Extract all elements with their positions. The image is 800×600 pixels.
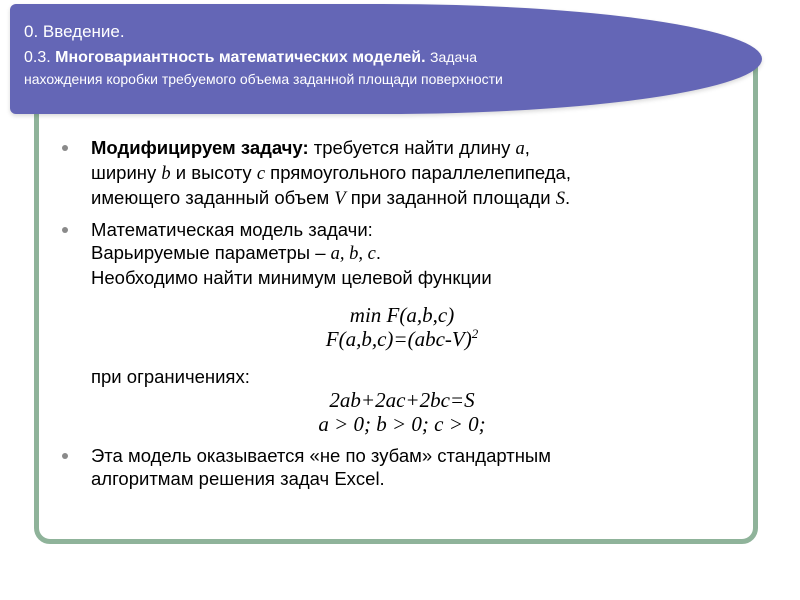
bullet-excel-note: [62, 444, 742, 490]
bullet-bold-lead: Модифицируем задачу:: [91, 137, 309, 158]
text-segment: Математическая модель задачи:: [91, 219, 373, 240]
bullet-modify-task: Модифицируем задачу: требуется найти длину a, ширину b и высоту c прямоугольного параллелепипеда, имеющего заданный объем V при заданной площади S.: [62, 136, 742, 211]
task-description: нахождения коробки требуемого объема заданной площади поверхности: [24, 71, 503, 87]
text-segment: требуется найти длину: [313, 137, 511, 158]
constraint-area: 2ab+2ac+2bc=S: [329, 388, 475, 412]
section-title: 0. Введение.: [24, 22, 125, 41]
task-word: Задача: [430, 49, 478, 65]
slide-content: [62, 136, 742, 490]
text-segment: Варьируемые параметры –: [91, 242, 326, 263]
slide-header: [24, 21, 744, 89]
varied-params: a, b, c: [330, 244, 376, 264]
objective-min: min F(a,b,c): [349, 303, 455, 327]
constraint-positive: a > 0; b > 0; c > 0;: [318, 412, 486, 436]
text-segment: имеющего заданный объем: [91, 187, 330, 208]
bullet-dot-icon: [62, 453, 68, 459]
text-segment: алгоритмам решения задач Excel.: [91, 468, 385, 489]
objective-expression: F(a,b,c)=(abc-V): [325, 327, 472, 351]
var-a: a: [515, 139, 525, 159]
text-segment: при заданной площади: [350, 187, 551, 208]
text-segment: и высоту: [175, 162, 252, 183]
text-segment: Необходимо найти минимум целевой функции: [91, 267, 492, 288]
var-c: c: [256, 164, 266, 184]
var-v: V: [334, 189, 346, 209]
bullet-math-model: Математическая модель задачи: Варьируемые параметры – a, b, c. Необходимо найти минимум целевой функции: [62, 218, 742, 289]
var-s: S: [555, 189, 565, 209]
bullet-dot-icon: [62, 145, 68, 151]
text-segment: ширину: [91, 162, 157, 183]
subsection-number: 0.3.: [24, 49, 51, 66]
subsection-heading: Многовариантность математических моделей.: [55, 49, 426, 66]
var-b: b: [161, 164, 171, 184]
constraints-label: при ограничениях:: [91, 366, 250, 387]
subsection-title: [24, 46, 744, 69]
bullet-dot-icon: [62, 227, 68, 233]
objective-function: [62, 327, 742, 351]
text-segment: прямоугольного параллелепипеда,: [270, 162, 571, 183]
text-segment: Эта модель оказывается «не по зубам» стандартным: [91, 445, 551, 466]
exponent: 2: [471, 326, 479, 341]
